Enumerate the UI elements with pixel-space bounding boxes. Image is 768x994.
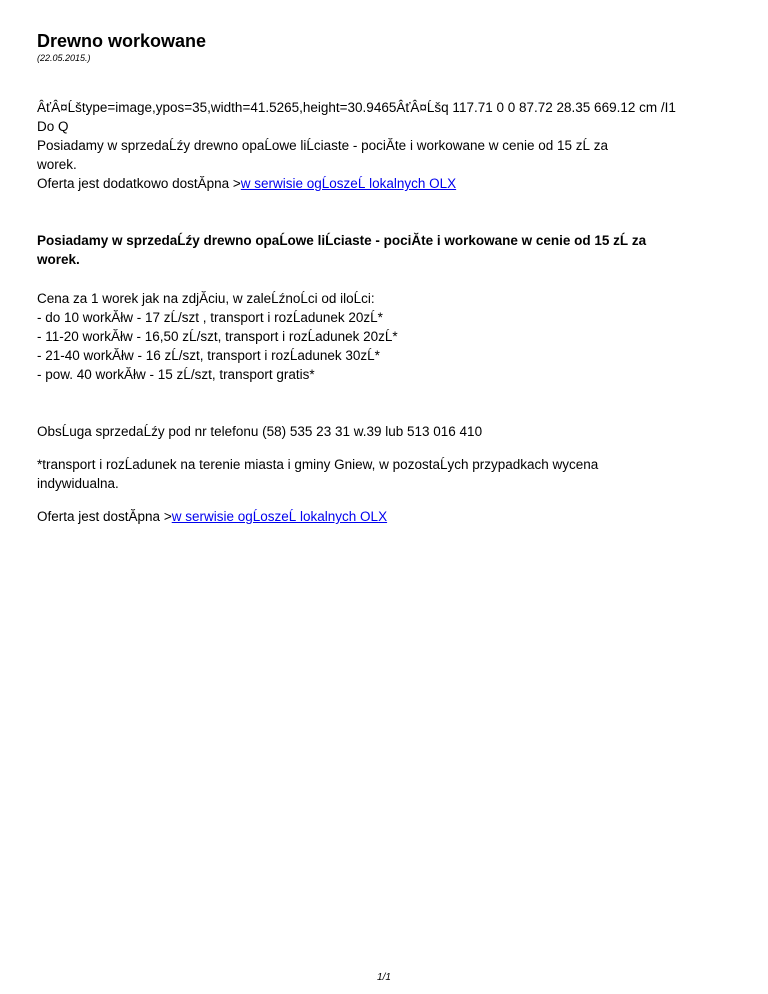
document-page <box>37 30 737 526</box>
price-list <box>37 289 737 384</box>
page-number: 1/1 <box>377 972 391 983</box>
intro-line: Posiadamy w sprzedaĹźy drewno opaĹowe liĹciaste - pociĂte i workowane w cenie od 15 zĹ za <box>37 138 609 153</box>
note-line: indywidualna. <box>37 476 119 491</box>
price-heading: Cena za 1 worek jak na zdjĂciu, w zaleĹźnoĹci od iloĹci: <box>37 291 375 306</box>
price-item: - 21-40 workĂłw - 16 zĹ/szt, transport i rozĹadunek 30zĹ* <box>37 348 380 363</box>
document-date: (22.05.2015.) <box>37 53 91 63</box>
bold-offer-paragraph <box>37 231 737 269</box>
intro-line: Do Q <box>37 119 69 134</box>
olx-link[interactable]: w serwisie ogĹoszeĹ lokalnych OLX <box>171 509 388 524</box>
intro-line: ÂťÂ¤Ĺštype=image,ypos=35,width=41.5265,height=30.9465ÂťÂ¤Ĺšq 117.71 0 0 87.72 28.35 669.12 cm /I1 <box>37 100 676 115</box>
document-title: Drewno workowane <box>37 31 207 51</box>
intro-line: worek. <box>37 157 77 172</box>
transport-note <box>37 455 737 493</box>
offer-prefix: Oferta jest dostĂpna > <box>37 509 172 524</box>
offer-prefix: Oferta jest dodatkowo dostĂpna > <box>37 176 241 191</box>
price-item: - 11-20 workĂłw - 16,50 zĹ/szt, transport i rozĹadunek 20zĹ* <box>37 329 398 344</box>
price-item: - do 10 workĂłw - 17 zĹ/szt , transport i rozĹadunek 20zĹ* <box>37 310 383 325</box>
bold-line: worek. <box>37 252 80 267</box>
intro-paragraph <box>37 98 737 193</box>
contact-info: ObsĹuga sprzedaĹźy pod nr telefonu (58) 535 23 31 w.39 lub 513 016 410 <box>37 424 483 439</box>
bold-line: Posiadamy w sprzedaĹźy drewno opaĹowe liĹciaste - pociĂte i workowane w cenie od 15 zĹ za <box>37 233 647 248</box>
offer-line-2 <box>37 507 737 526</box>
price-item: - pow. 40 workĂłw - 15 zĹ/szt, transport gratis* <box>37 367 315 382</box>
note-line: *transport i rozĹadunek na terenie miasta i gminy Gniew, w pozostaĹych przypadkach wycena <box>37 457 599 472</box>
olx-link[interactable]: w serwisie ogĹoszeĹ lokalnych OLX <box>240 176 457 191</box>
offer-line-1 <box>37 174 737 193</box>
